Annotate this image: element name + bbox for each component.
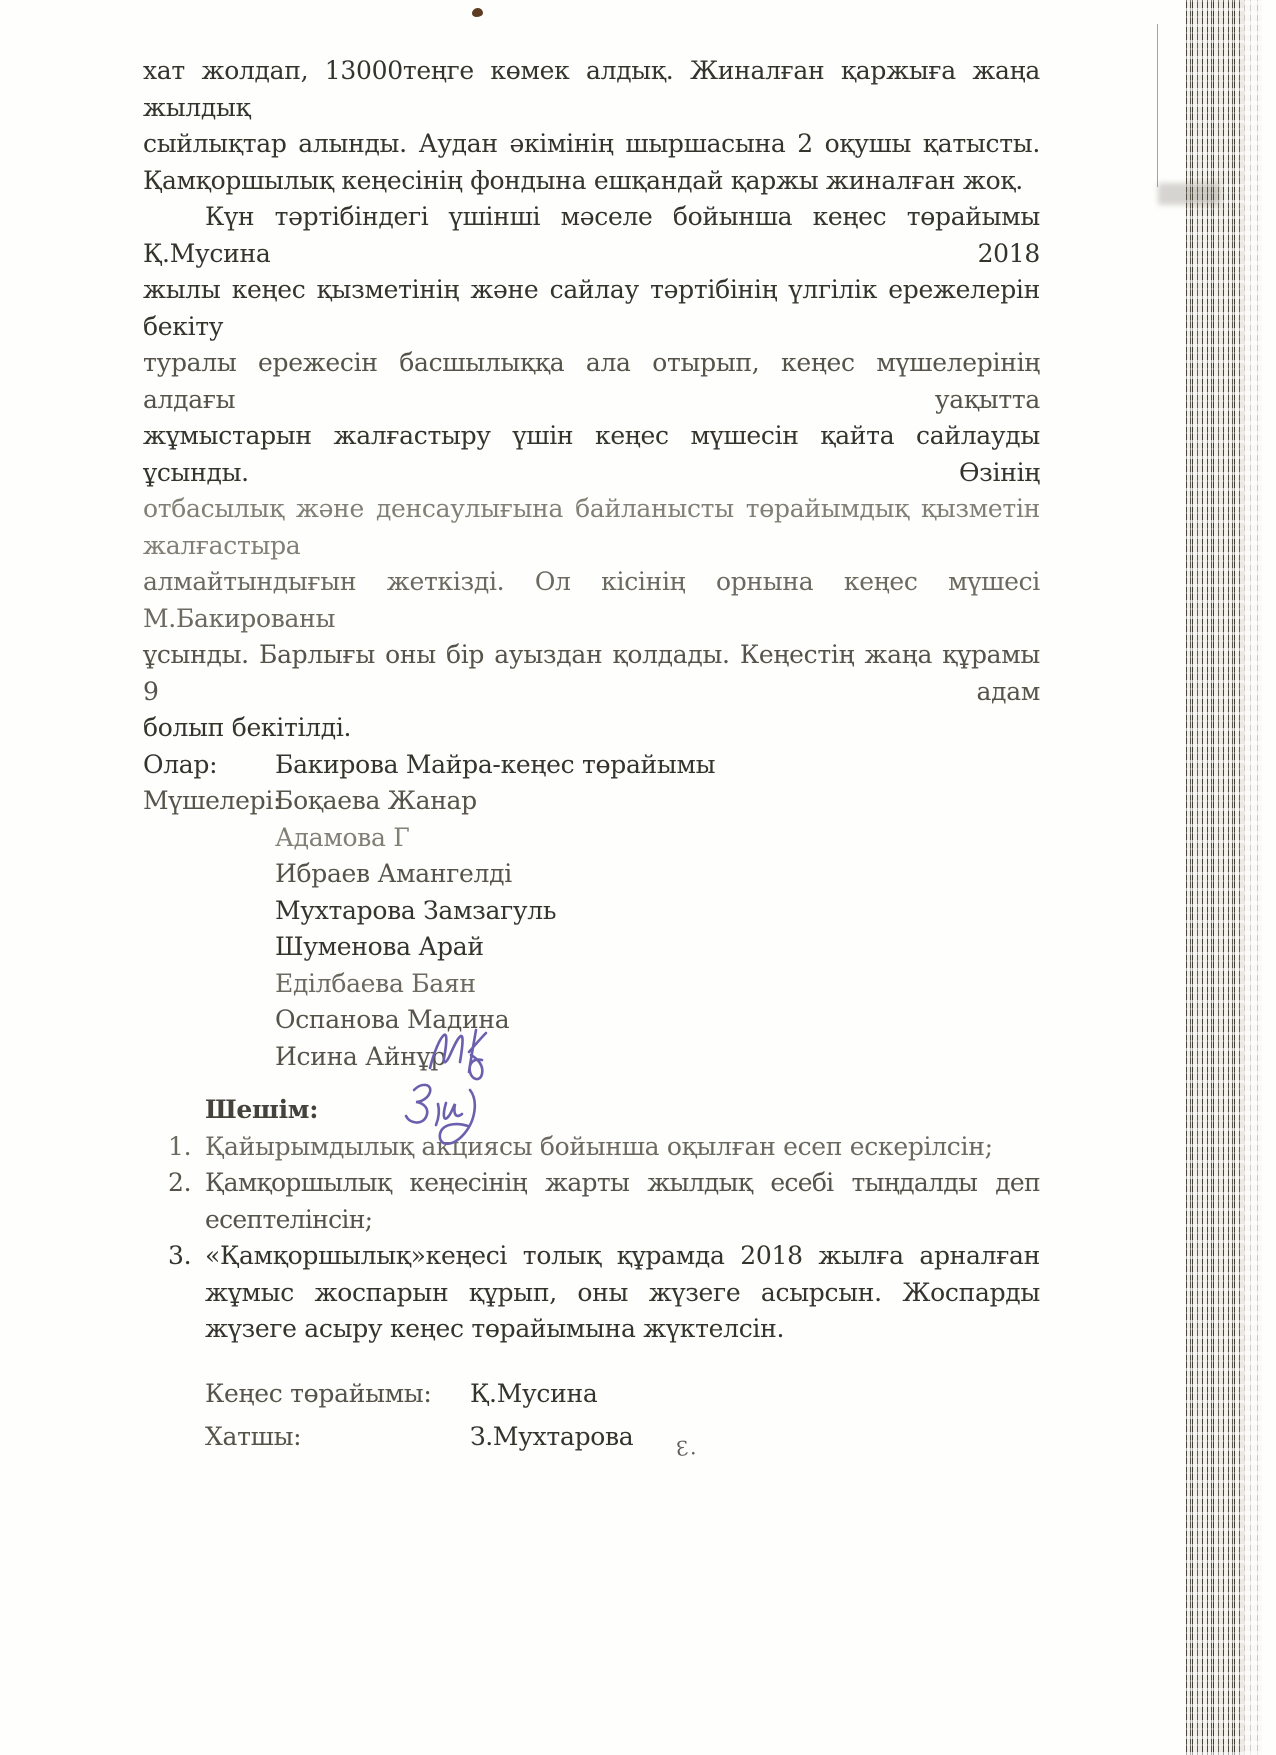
paragraph-charity-funds: [143, 53, 1040, 199]
document-body: [143, 53, 1040, 1458]
decision-item-number: 1.: [168, 1131, 192, 1161]
signature-row-secretary: [143, 1415, 1040, 1458]
decision-item-text: «Қамқоршылық»кеңесі толық құрамда 2018 жылға арналған жұмыс жоспарын құрып, оны жүзеге асырсын. Жоспарды жүзеге асыру кеңес төрайымына жүктелсін.: [205, 1241, 1040, 1343]
scanner-smudge-artifact: [1158, 183, 1220, 205]
decision-item-text: Қайырымдылық акциясы бойынша оқылған есеп ескерілсін;: [205, 1131, 993, 1161]
roster-member-name: Оспанова Мадина: [275, 1005, 510, 1034]
roster-member-name: Адамова Г: [275, 822, 410, 852]
decision-item: [143, 1165, 1040, 1238]
text-line: болып бекітілді.: [143, 713, 352, 742]
secretary-name: З.Мухтарова: [470, 1421, 634, 1451]
roster-member-name: Шуменова Арай: [275, 932, 484, 961]
text-line: хат жолдап, 13000теңге көмек алдық. Жиналған қаржыға жаңа жылдық: [143, 56, 1040, 122]
text-line: алмайтындығын жеткізді. Ол кісінің орнына кеңес мүшесі М.Бакированы: [143, 567, 1040, 633]
decision-item-text: Қамқоршылық кеңесінің жарты жылдық есебі тыңдалды деп есептелінсін;: [205, 1168, 1040, 1234]
secretary-signature-label: Хатшы:: [205, 1421, 302, 1451]
roster-member-name: Боқаева Жанар: [275, 786, 477, 815]
council-roster: [143, 747, 1040, 1076]
decision-item: [143, 1238, 1040, 1348]
text-line: ұсынды. Барлығы оны бір ауыздан қолдады. Кеңестің жаңа құрамы 9 адам: [143, 640, 1040, 706]
scanner-noise-band-light: [1244, 0, 1262, 1755]
text-line: сыйлықтар алынды. Аудан әкімінің шыршасына 2 оқушы қатысты.: [143, 129, 1040, 158]
roster-member-name: Ибраев Амангелді: [275, 859, 512, 888]
signature-block: [143, 1372, 1040, 1458]
scanner-vertical-line-artifact: [1157, 24, 1158, 187]
roster-member-name: Еділбаева Баян: [275, 968, 476, 998]
roster-chair-name: Бакирова Майра-кеңес төрайымы: [275, 749, 716, 779]
text-line: жылы кеңес қызметінің және сайлау тәртібінің үлгілік ережелерін бекіту: [143, 275, 1040, 341]
scanner-noise-band: [1186, 0, 1244, 1755]
roster-members-label: Мүшелері:: [143, 786, 282, 815]
chair-signature-label: Кеңес төрайымы:: [205, 1378, 432, 1408]
signature-row-chair: [143, 1372, 1040, 1415]
secretary-signature-ink: [386, 1076, 496, 1150]
decision-item-number: 3.: [168, 1241, 192, 1270]
ink-dot-artifact: [472, 8, 483, 17]
text-line: туралы ережесін басшылыққа ала отырып, кеңес мүшелерінің алдағы уақытта: [143, 348, 1040, 414]
chair-name: Қ.Мусина: [470, 1378, 598, 1408]
stray-pen-mark: Ɛ.: [674, 1434, 699, 1462]
roster-member-name: Исина Айнұр: [275, 1041, 447, 1071]
text-line: Қамқоршылық кеңесінің фондына ешқандай қаржы жиналған жоқ.: [143, 165, 1023, 195]
decision-item-number: 2.: [168, 1168, 192, 1197]
decision-heading: Шешім:: [205, 1095, 319, 1124]
text-line: жұмыстарын жалғастыру үшін кеңес мүшесін қайта сайлауды ұсынды. Өзінің: [143, 421, 1040, 487]
roster-members-row: [143, 783, 1040, 820]
roster-chair-label: Олар:: [143, 749, 218, 779]
text-line: Күн тәртібіндегі үшінші мәселе бойынша кеңес төрайымы Қ.Мусина 2018: [143, 202, 1040, 268]
text-line: отбасылық және денсаулығына байланысты төрайымдық қызметін жалғастыра: [143, 494, 1040, 560]
roster-chair-row: [143, 747, 1040, 784]
roster-member-name: Мухтарова Замзагуль: [275, 895, 557, 925]
paragraph-agenda-item-3: [143, 199, 1040, 747]
decision-item: [143, 1129, 1040, 1166]
